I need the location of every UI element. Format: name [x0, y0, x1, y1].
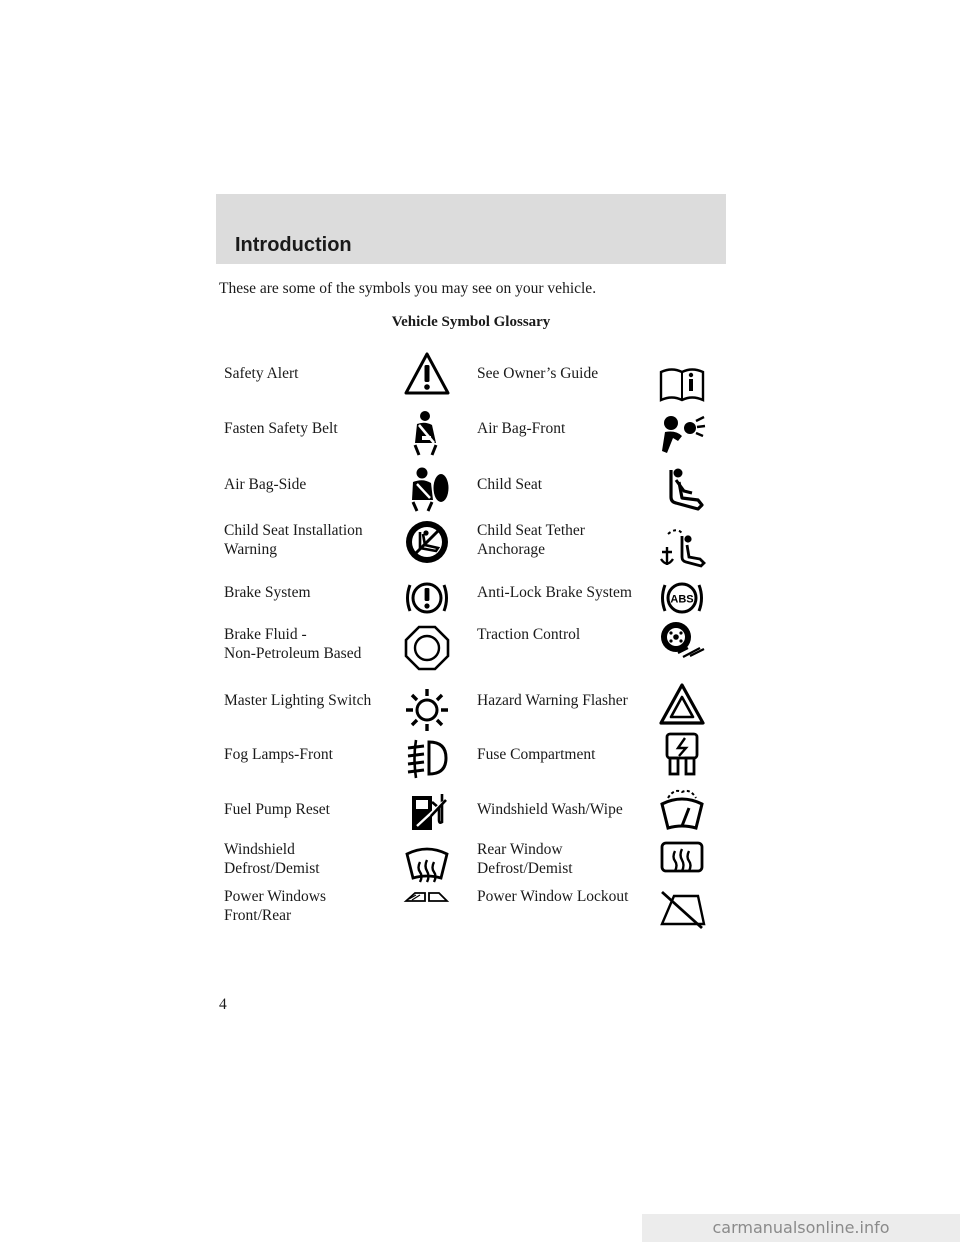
- symbol-label: Air Bag-Front: [477, 420, 566, 437]
- page-number: 4: [219, 996, 227, 1013]
- symbol-label: Anti-Lock Brake System: [477, 584, 632, 601]
- symbol-label: Master Lighting Switch: [224, 692, 372, 709]
- power-windows-icon: [403, 887, 451, 935]
- air-bag-front-icon: [658, 411, 706, 459]
- watermark: carmanualsonline.info: [642, 1214, 960, 1242]
- windshield-defrost-icon: [403, 838, 451, 886]
- hazard-flasher-icon: [658, 681, 706, 729]
- owners-guide-icon: [658, 358, 706, 406]
- traction-control-icon: [658, 616, 706, 664]
- section-title: Introduction: [235, 234, 352, 256]
- symbol-label: Air Bag-Side: [224, 476, 307, 493]
- window-lockout-icon: [658, 884, 706, 932]
- symbol-label: Traction Control: [477, 626, 581, 643]
- wash-wipe-icon: [658, 786, 706, 834]
- symbol-label: Fuel Pump Reset: [224, 801, 330, 818]
- brake-system-icon: [403, 574, 451, 622]
- child-seat-warning-icon: [403, 518, 451, 566]
- symbol-label: Power Window Lockout: [477, 888, 629, 905]
- air-bag-side-icon: [403, 465, 451, 513]
- section-header: [216, 194, 726, 264]
- symbol-label: Fog Lamps-Front: [224, 746, 333, 763]
- glossary-title: Vehicle Symbol Glossary: [391, 314, 551, 330]
- abs-icon: [658, 574, 706, 622]
- symbol-label: Child Seat: [477, 476, 543, 493]
- lighting-switch-icon: [403, 686, 451, 734]
- symbol-label: Rear Window Defrost/Demist: [477, 841, 573, 877]
- child-seat-icon: [658, 465, 706, 513]
- fuel-pump-icon: [403, 786, 451, 834]
- symbol-label: Hazard Warning Flasher: [477, 692, 628, 709]
- symbol-label: Child Seat Tether Anchorage: [477, 522, 585, 558]
- symbol-label: Brake Fluid - Non-Petroleum Based: [224, 626, 362, 662]
- fuse-icon: [658, 730, 706, 778]
- symbol-label: Safety Alert: [224, 365, 299, 382]
- svg-text:ABS: ABS: [670, 593, 694, 606]
- symbol-label: Power Windows Front/Rear: [224, 888, 326, 924]
- child-seat-tether-icon: [658, 525, 706, 573]
- symbol-label: Fasten Safety Belt: [224, 420, 338, 437]
- symbol-label: Windshield Defrost/Demist: [224, 841, 320, 877]
- rear-defrost-icon: [658, 834, 706, 882]
- intro-text: These are some of the symbols you may see on your vehicle.: [219, 280, 597, 297]
- symbol-label: Windshield Wash/Wipe: [477, 801, 623, 818]
- symbol-label: Fuse Compartment: [477, 746, 596, 763]
- safety-alert-icon: [403, 350, 451, 398]
- symbol-label: Child Seat Installation Warning: [224, 522, 363, 558]
- safety-belt-icon: [403, 409, 451, 457]
- symbol-label: See Owner’s Guide: [477, 365, 599, 382]
- symbol-label: Brake System: [224, 584, 311, 601]
- brake-fluid-icon: [403, 624, 451, 672]
- fog-lamps-icon: [403, 734, 451, 782]
